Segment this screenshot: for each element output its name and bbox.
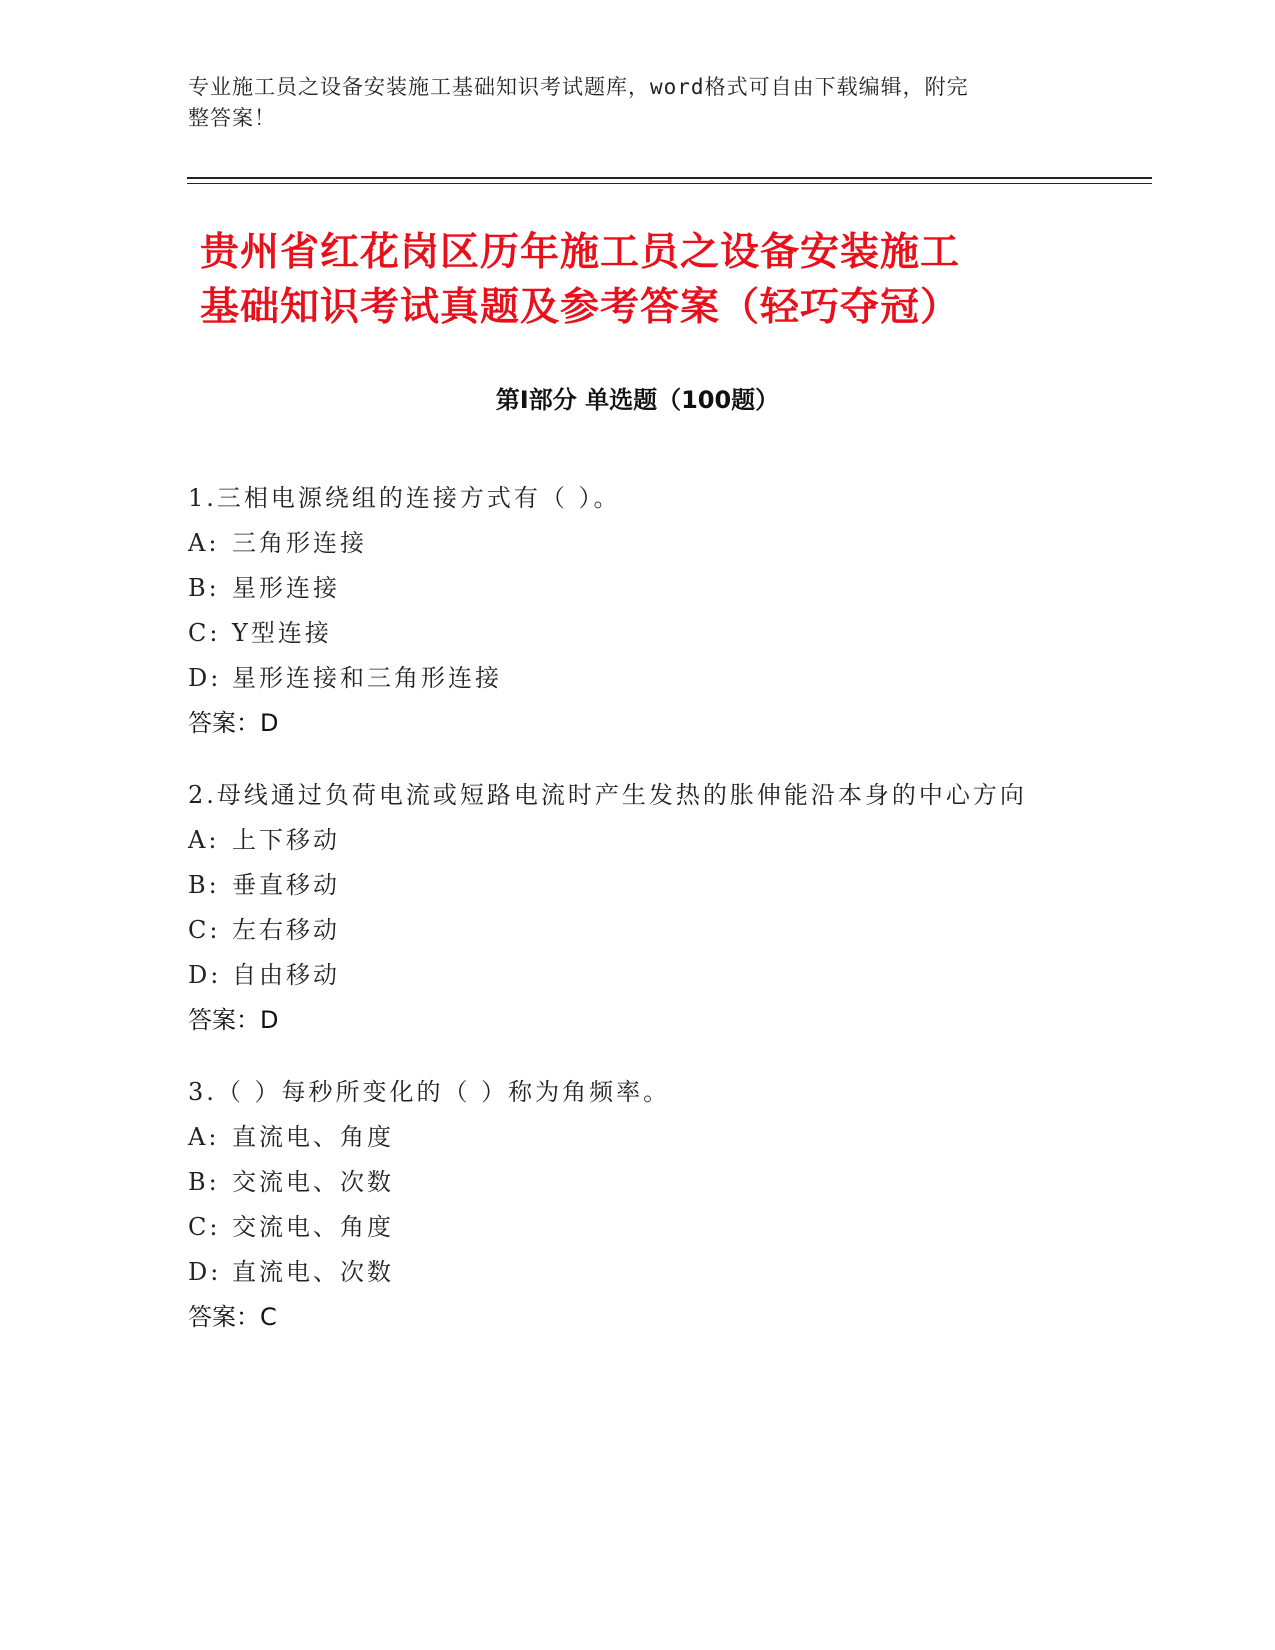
option-key: D: — [188, 961, 222, 989]
answer-line: 答案：D — [188, 709, 279, 737]
option-text: 左右移动 — [232, 916, 340, 944]
option-text: 上下移动 — [232, 826, 340, 854]
option-c — [188, 611, 1068, 656]
option-key: B: — [188, 574, 220, 602]
header-line-1: 专业施工员之设备安装施工基础知识考试题库，word格式可自由下载编辑，附完 — [188, 75, 969, 99]
option-text: 垂直移动 — [232, 871, 340, 899]
answer-line: 答案：D — [188, 1006, 279, 1034]
option-a — [188, 1115, 1068, 1160]
option-key: A: — [188, 1123, 220, 1151]
option-key: C: — [188, 619, 221, 647]
option-a — [188, 521, 1068, 566]
header-divider-thin — [187, 183, 1152, 184]
option-text: 自由移动 — [232, 961, 340, 989]
option-d — [188, 1250, 1068, 1295]
option-key: C: — [188, 916, 221, 944]
question-stem: 2.母线通过负荷电流或短路电流时产生发热的胀伸能沿本身的中心方向 — [188, 781, 1027, 809]
section-heading: 第Ⅰ部分 单选题（100题） — [495, 386, 780, 414]
option-key: D: — [188, 664, 222, 692]
option-key: B: — [188, 871, 220, 899]
question-stem: 3.（ ）每秒所变化的（ ）称为角频率。 — [188, 1078, 671, 1106]
option-text: 直流电、角度 — [232, 1123, 394, 1151]
option-a — [188, 818, 1068, 863]
option-key: C: — [188, 1213, 221, 1241]
option-key: B: — [188, 1168, 220, 1196]
option-text: 交流电、次数 — [232, 1168, 394, 1196]
question-item — [188, 1069, 1068, 1340]
answer-line: 答案：C — [188, 1303, 277, 1331]
option-key: A: — [188, 529, 220, 557]
option-text: 直流电、次数 — [232, 1258, 394, 1286]
question-stem: 1.三相电源绕组的连接方式有（ ）。 — [188, 484, 621, 512]
document-header — [188, 72, 1068, 134]
option-text: 星形连接和三角形连接 — [232, 664, 502, 692]
option-text: Y型连接 — [232, 619, 332, 647]
option-d — [188, 656, 1068, 701]
document-title — [200, 225, 1100, 335]
option-key: A: — [188, 826, 220, 854]
title-line-2: 基础知识考试真题及参考答案（轻巧夺冠） — [200, 285, 961, 330]
option-b — [188, 863, 1068, 908]
option-text: 三角形连接 — [232, 529, 367, 557]
option-c — [188, 1205, 1068, 1250]
question-item — [188, 772, 1068, 1043]
header-divider-thick — [187, 177, 1152, 179]
question-list — [188, 475, 1068, 1366]
title-line-1: 贵州省红花岗区历年施工员之设备安装施工 — [200, 230, 961, 275]
header-line-2: 整答案！ — [188, 106, 276, 130]
option-b — [188, 566, 1068, 611]
question-item — [188, 475, 1068, 746]
option-key: D: — [188, 1258, 222, 1286]
option-c — [188, 908, 1068, 953]
option-b — [188, 1160, 1068, 1205]
option-text: 星形连接 — [232, 574, 340, 602]
option-text: 交流电、角度 — [232, 1213, 394, 1241]
option-d — [188, 953, 1068, 998]
